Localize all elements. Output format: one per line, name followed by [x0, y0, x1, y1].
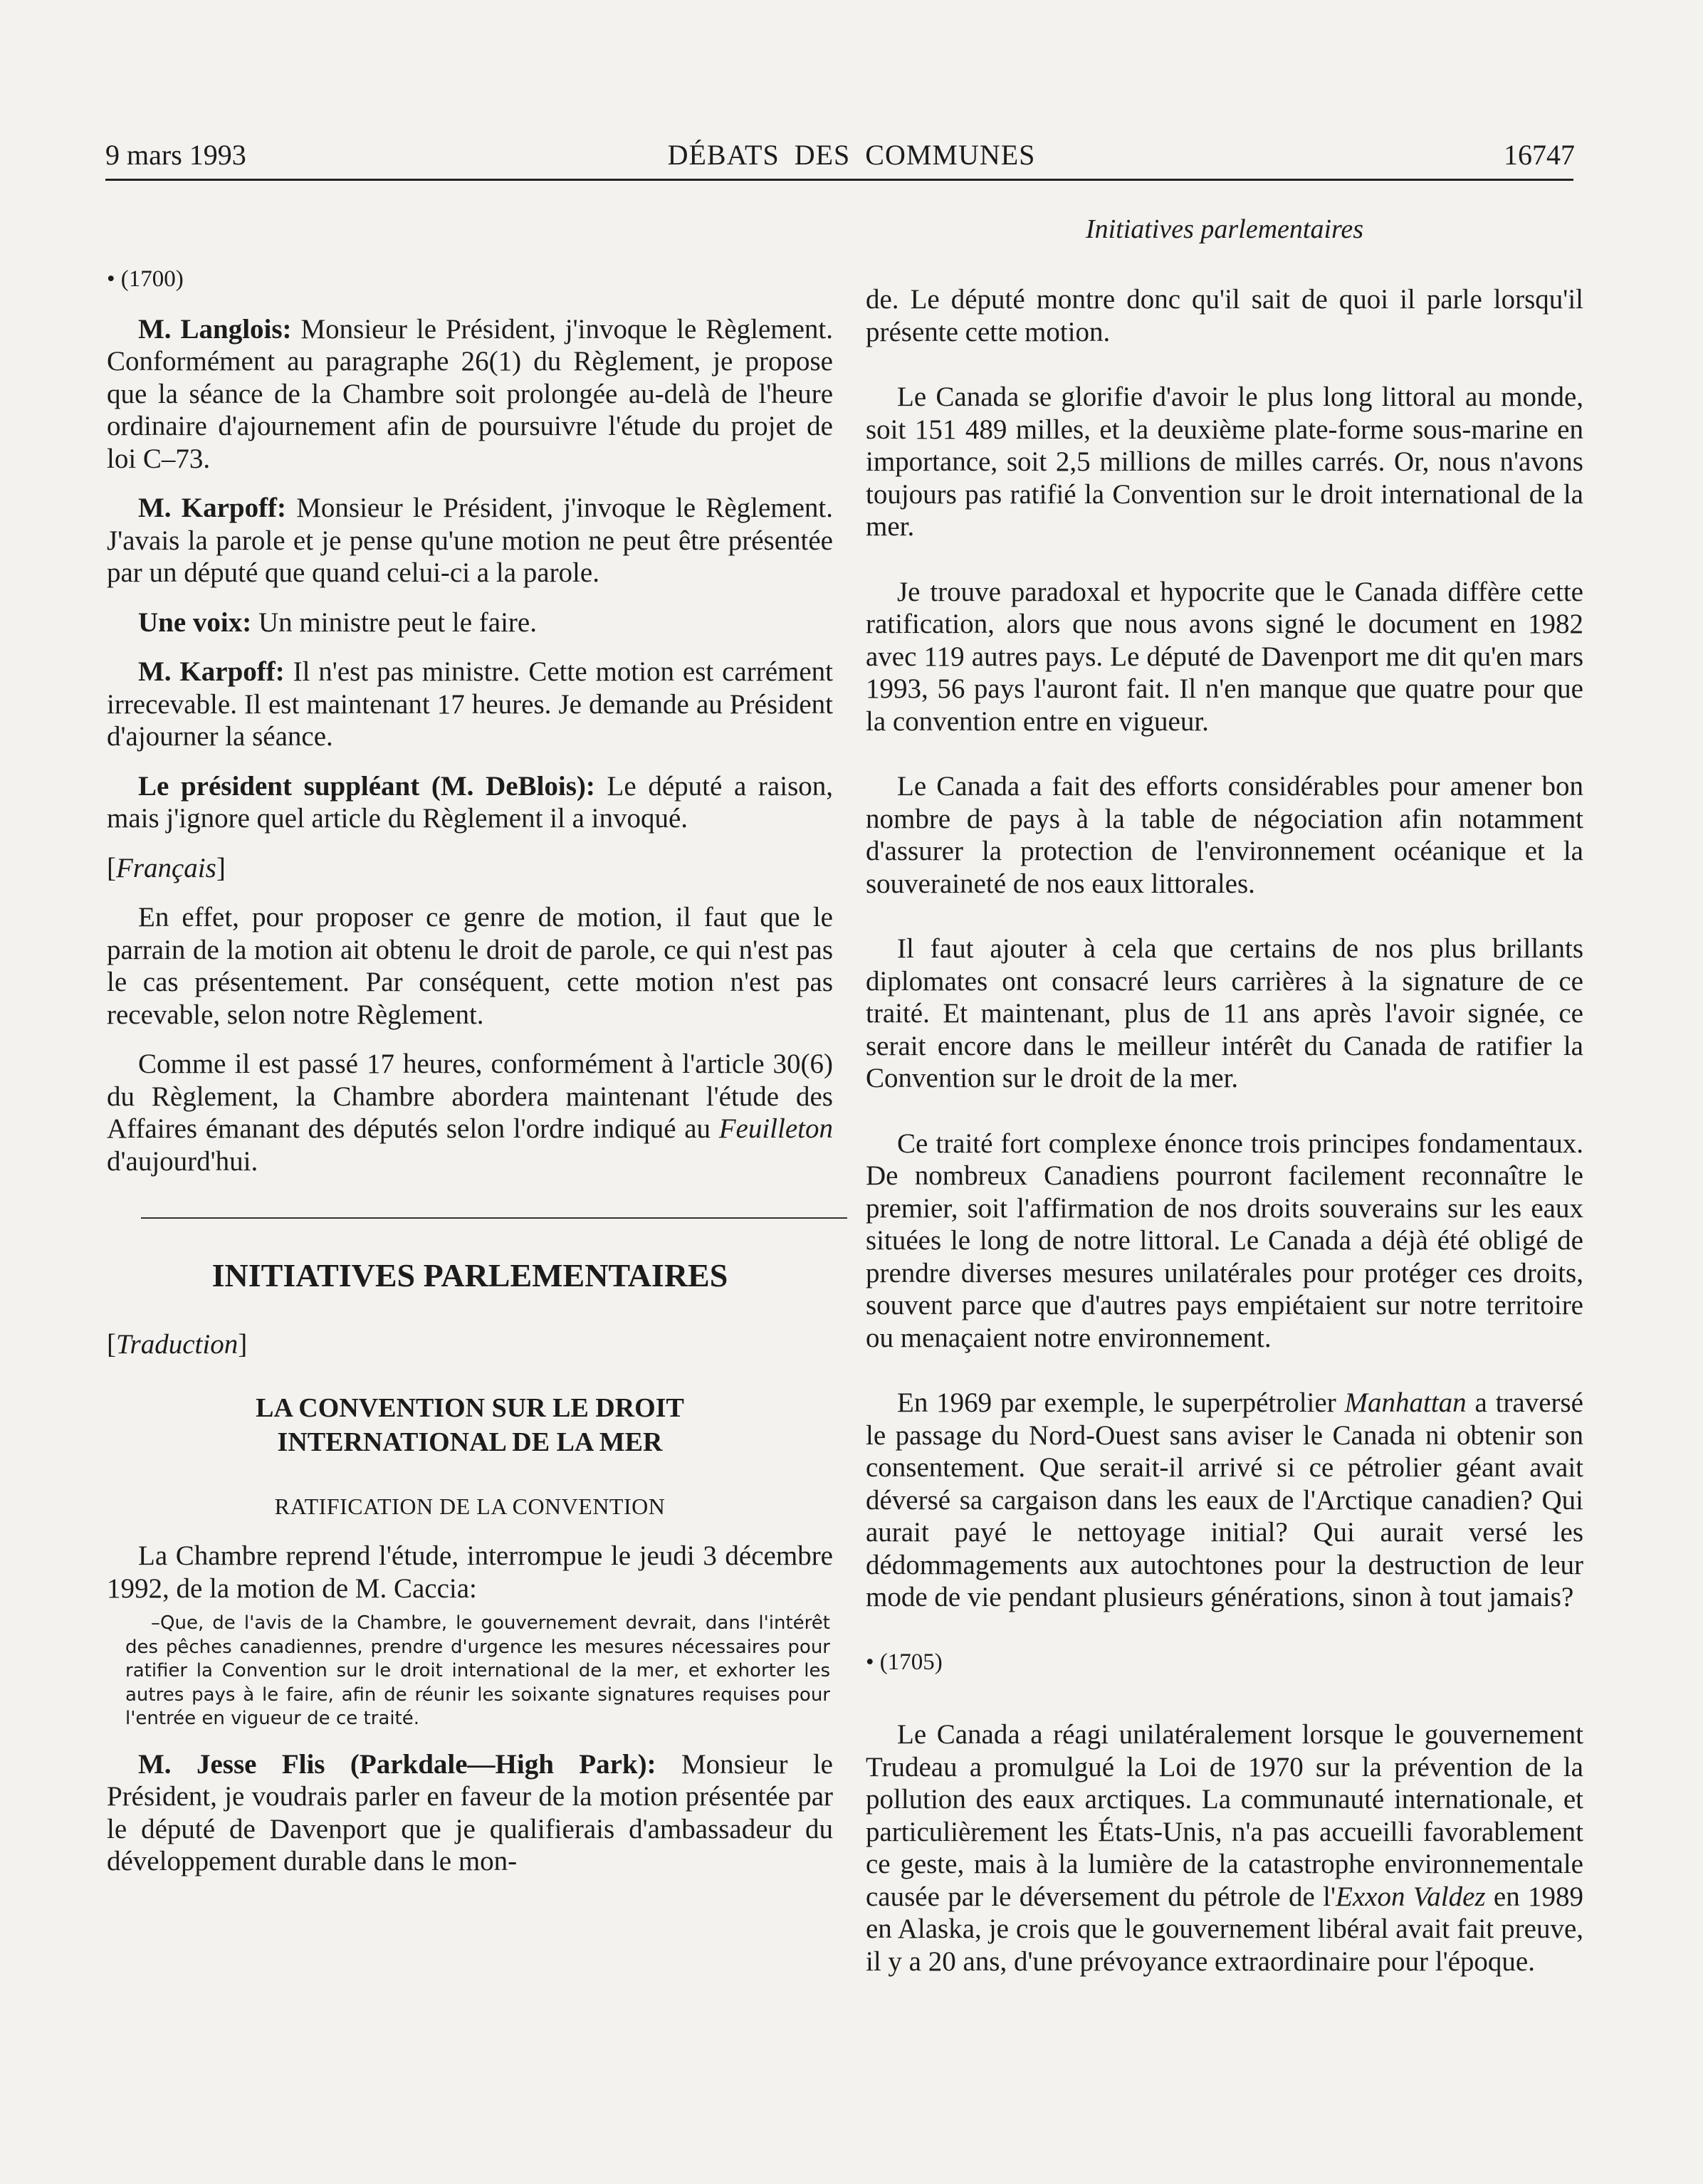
paragraph-principes: Ce traité fort complexe énonce trois principes fondamentaux. De nombreux Canadiens pourront facilement reconnaître le premier, soit l'affirmation de nos droits souverains sur les eaux situées le long de notre littoral. Le Canada a déjà été obligé de prendre diverses mesures unilatérales pour protéger ces droits, souvent parce que d'autres pays empiétaient sur notre territoire ou menaçaient notre environnement. [866, 1128, 1583, 1353]
paragraph-littoral: Le Canada se glorifie d'avoir le plus long littoral au monde, soit 151 489 milles, et la deuxième plate-forme sous-marine en importance, soit 2,5 millions de milles carrés. Or, nous n'avons toujours pas ratifié la Convention sur le droit international de la mer. [866, 382, 1583, 542]
paragraph-en-effet: En effet, pour proposer ce genre de motion, il faut que le parrain de la motion ait obtenu le droit de parole, ce qui n'est pas le cas présentement. Par conséquent, cette motion n'est pas recevable, selon notre Règlement. [107, 902, 833, 1030]
running-head: Initiatives parlementaires [1085, 214, 1364, 244]
bracket: [ [107, 1329, 116, 1360]
speaker-name: Le président suppléant (M. DeBlois): [138, 770, 595, 802]
paragraph-karpoff-2 [107, 656, 833, 753]
bill-title-line: INTERNATIONAL DE LA MER [277, 1427, 663, 1457]
speech-text: a traversé le passage du Nord-Ouest sans aviser le Canada ni obtenir son consentement. Que serait-il arrivé si ce pétrolier géant avait déversé sa cargaison dans les eaux de l'Arctique canadien? Qui aurait payé le nettoyage initial? Qui aurait versé les dédommagements aux autochtones pour la destruction de leur mode de vie pendant plusieurs générations, sinon à tout jamais? [866, 1387, 1583, 1612]
speech-text: Le député a raison, mais j'ignore quel article du Règlement il a invoqué. [107, 770, 833, 834]
translation-note [107, 1328, 833, 1361]
subheading: RATIFICATION DE LA CONVENTION [274, 1493, 666, 1519]
header-date: 9 mars 1993 [105, 139, 246, 171]
paragraph-trudeau [866, 1718, 1583, 1978]
right-column [866, 283, 1583, 1978]
paragraph-efforts: Le Canada a fait des efforts considérables pour amener bon nombre de pays à la table de négociation afin notamment d'assurer la protection de l'environnement océanique et la souveraineté de nos eaux littorales. [866, 771, 1583, 899]
header-title: DÉBATS DES COMMUNES [667, 139, 1036, 171]
paragraph-reprise: La Chambre reprend l'étude, interrompue le jeudi 3 décembre 1992, de la motion de M. Caccia: [107, 1540, 833, 1604]
speech-text: Le Canada a réagi unilatéralement lorsque le gouvernement Trudeau a promulgué la Loi de 1970 sur la prévention de la pollution des eaux arctiques. La communauté internationale, et particulièrement les États-Unis, n'a pas accueilli favorablement ce geste, mais à la lumière de la catastrophe environnementale causée par le déversement du pétrole de l' [866, 1719, 1583, 1912]
section-divider [141, 1217, 847, 1219]
bracket: [ [107, 852, 116, 883]
paragraph-une-voix [107, 607, 833, 639]
paragraph-17-heures [107, 1048, 833, 1177]
speech-text: Monsieur le Président, j'invoque le Règlement. Conformément au paragraphe 26(1) du Règlement, je propose que la séance de la Chambre soit prolongée au-delà de l'heure ordinaire d'ajournement afin de poursuivre l'étude du projet de loi C–73. [107, 313, 833, 474]
header-rule [105, 179, 1573, 181]
speech-text: Monsieur le Président, je voudrais parler en faveur de la motion présentée par le député de Davenport que je qualifierais d'ambassadeur du développement durable dans le mon- [107, 1748, 833, 1876]
paragraph-deblois [107, 770, 833, 835]
speaker-name: M. Jesse Flis (Parkdale—High Park): [138, 1748, 656, 1780]
paragraph-karpoff-1 [107, 492, 833, 589]
speaker-name: M. Karpoff: [138, 656, 285, 687]
speech-text: En 1969 par exemple, le superpétrolier [897, 1387, 1345, 1418]
left-column [107, 263, 833, 1878]
speech-text: Il n'est pas ministre. Cette motion est carrément irrecevable. Il est maintenant 17 heures. Je demande au Président d'ajourner la séance. [107, 656, 833, 752]
bracket: ] [238, 1329, 248, 1360]
feuilleton-italic: Feuilleton [718, 1113, 833, 1144]
header-page-number: 16747 [1504, 139, 1575, 171]
bill-title [107, 1391, 833, 1459]
translation-label: Traduction [116, 1329, 239, 1360]
speech-text: Monsieur le Président, j'invoque le Règlement. J'avais la parole et je pense qu'une motion ne peut être présentée par un député que quand celui-ci a la parole. [107, 493, 833, 588]
ship-name-italic: Manhattan [1344, 1387, 1467, 1418]
paragraph-paradoxal: Je trouve paradoxal et hypocrite que le Canada diffère cette ratification, alors que nous avons signé le document en 1982 avec 119 autres pays. Le député de Davenport me dit qu'en mars 1993, 56 pays l'auront fait. Il n'en manque que quatre pour que la convention entre en vigueur. [866, 576, 1583, 737]
speech-text: Un ministre peut le faire. [251, 607, 537, 638]
language-note [107, 852, 833, 885]
section-title: INITIATIVES PARLEMENTAIRES [211, 1257, 728, 1293]
speaker-name: M. Langlois: [138, 313, 292, 345]
paragraph-langlois [107, 313, 833, 476]
paragraph-continuation: de. Le député montre donc qu'il sait de quoi il parle lorsqu'il présente cette motion. [866, 284, 1583, 347]
speech-text: d'aujourd'hui. [107, 1145, 258, 1177]
speech-text: Comme il est passé 17 heures, conformément à l'article 30(6) du Règlement, la Chambre abordera maintenant l'étude des Affaires émanant des députés selon l'ordre indiqué au [107, 1049, 833, 1144]
ship-name-italic: Exxon Valdez [1336, 1881, 1486, 1912]
speech-text: en 1989 en Alaska, je crois que le gouvernement libéral avait fait preuve, il y a 20 ans, d'une prévoyance extraordinaire pour l'époque. [866, 1881, 1584, 1977]
motion-quote: –Que, de l'avis de la Chambre, le gouvernement devrait, dans l'intérêt des pêches canadiennes, prendre d'urgence les mesures nécessaires pour ratifier la Convention sur le droit international de la mer, et exhorter les autres pays à le faire, afin de réunir les soixante signatures requises pour l'entrée en vigueur de ce traité. [125, 1612, 830, 1729]
paragraph-diplomates: Il faut ajouter à cela que certains de nos plus brillants diplomates ont consacré leurs carrières à la signature de ce traité. Et maintenant, plus de 11 ans après l'avoir signée, ce serait encore dans le meilleur intérêt du Canada de ratifier la Convention sur le droit de la mer. [866, 933, 1583, 1093]
language-label: Français [116, 852, 216, 883]
speaker-name: M. Karpoff: [138, 493, 287, 523]
time-marker: • (1705) [866, 1649, 943, 1675]
bracket: ] [216, 852, 226, 883]
time-marker: • (1700) [107, 266, 184, 292]
speaker-name: Une voix: [138, 607, 252, 638]
paragraph-manhattan [866, 1387, 1583, 1614]
bill-title-line: LA CONVENTION SUR LE DROIT [256, 1392, 684, 1423]
paragraph-flis [107, 1748, 833, 1878]
